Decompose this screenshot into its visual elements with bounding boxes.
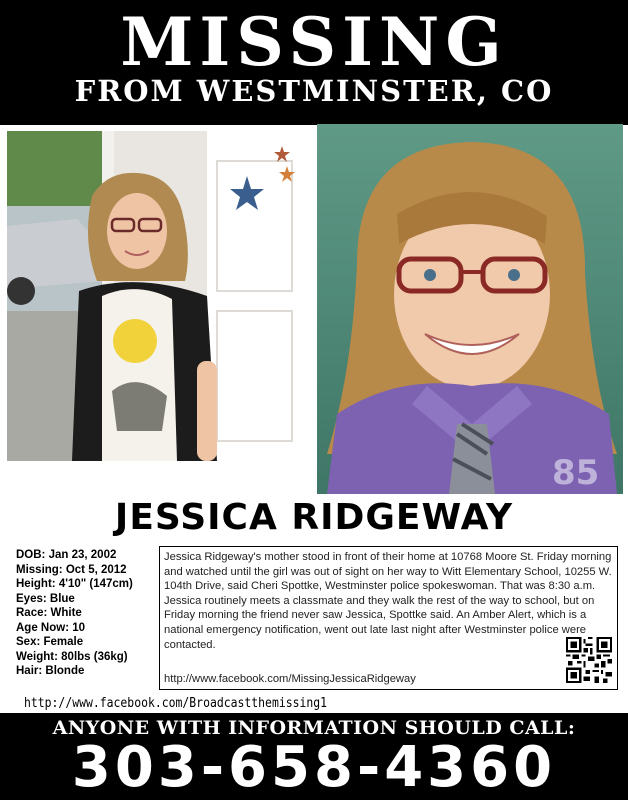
- facebook-missing-link[interactable]: http://www.facebook.com/MissingJessicaRidgeway: [164, 673, 416, 685]
- story-text: Jessica Ridgeway's mother stood in front of their home at 10768 Moore St. Friday morning and watched until the girl was out of sight on her way to Witt Elementary School, 10255 W. 104th Drive, said Cheri Spottke, Westminster police spokeswoman. That was 8:30 a.m. Jessica routinely meets a classmate and they walk the rest of the way to school, but on Friday morning the friend never saw Jessica, Spottke said. An Amber Alert, which is a national emergency notification, went out late last night after Westminster police were contacted.: [164, 551, 612, 651]
- footer-banner: [0, 713, 628, 800]
- person-name: JESSICA RIDGEWAY: [114, 497, 514, 538]
- qr-code-icon[interactable]: [566, 637, 612, 683]
- detail-dob: DOB: Jan 23, 2002: [16, 549, 117, 561]
- svg-text:85: 85: [552, 453, 600, 493]
- phone-number[interactable]: 303-658-4360: [71, 735, 557, 800]
- photo-girl-at-door: [7, 131, 307, 461]
- call-instruction: ANYONE WITH INFORMATION SHOULD CALL:: [52, 717, 576, 739]
- header-banner: [0, 0, 628, 125]
- broadcast-missing-link[interactable]: http://www.facebook.com/Broadcastthemissing1: [24, 696, 328, 711]
- poster-subtitle: FROM WESTMINSTER, CO: [74, 74, 554, 108]
- detail-hair: Hair: Blonde: [16, 665, 85, 677]
- detail-weight: Weight: 80lbs (36kg): [16, 650, 128, 663]
- detail-age-now: Age Now: 10: [16, 621, 86, 634]
- detail-eyes: Eyes: Blue: [16, 592, 75, 605]
- poster-title: MISSING: [120, 3, 508, 81]
- detail-sex: Sex: Female: [16, 636, 84, 648]
- detail-missing: Missing: Oct 5, 2012: [16, 563, 127, 576]
- story-box: [159, 546, 618, 690]
- photo-school-portrait: [317, 124, 623, 494]
- details-list: [16, 548, 156, 679]
- detail-race: Race: White: [16, 607, 82, 619]
- detail-height: Height: 4'10" (147cm): [16, 578, 133, 590]
